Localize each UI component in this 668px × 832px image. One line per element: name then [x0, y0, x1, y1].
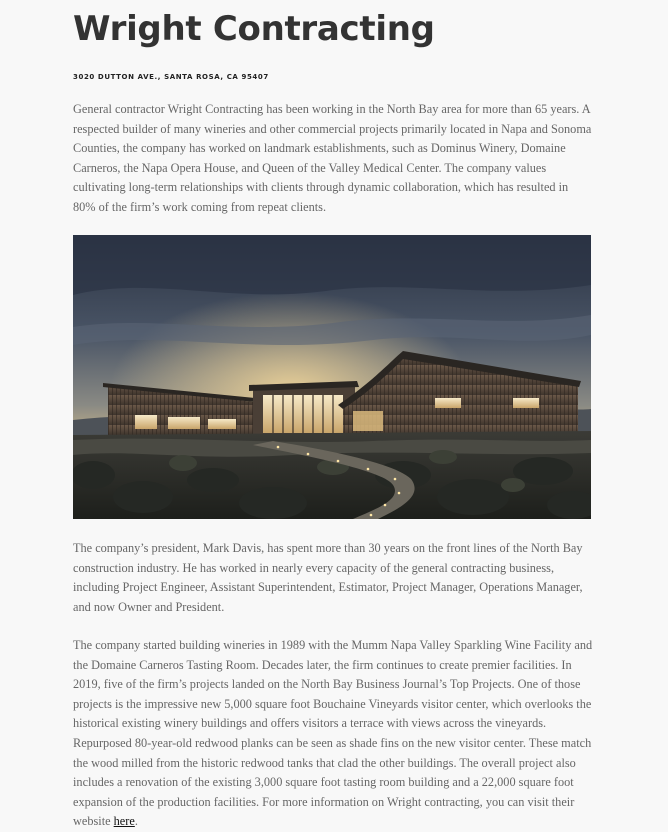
president-paragraph: The company’s president, Mark Davis, has spent more than 30 years on the front lines of the North Bay construction industry. He has worked in nearly every capacity of the general contracting business, including Project Engineer, Assistant Superintendent, Estimator, Project Manager, Operations Manager, and now Owner and President. [73, 541, 583, 614]
website-link[interactable]: here [113, 814, 135, 829]
intro-paragraph: General contractor Wright Contracting has been working in the North Bay area for more than 65 years. A respected builder of many wineries and other commercial projects primarily located in Napa and Sonoma Counties, the company has worked on landmark establishments, such as Dominus Winery, Domaine Carneros, the Napa Opera House, and Queen of the Valley Medical Center. The company values cultivating long-term relationships with clients through dynamic collaboration, which has resulted in 80% of the firm’s work coming from repeat clients. [73, 102, 592, 214]
wineries-text: The company started building wineries in 1989 with the Mumm Napa Valley Sparkling Wine Facility and the Domaine Carneros Tasting Room. Decades later, the firm continues to create premier facilities. In 2019, five of the firm’s projects landed on the North Bay Business Journal’s Top Projects. One of those projects is the impressive new 5,000 square foot Bouchaine Vineyards visitor center, which overlooks the historical existing winery buildings and offers visitors a terrace with views across the vineyards. Repurposed 80-year-old redwood planks can be seen as shade fins on the new visitor center. These match the wood milled from the historic redwood tanks that clad the other buildings. The overall project also includes a renovation of the existing 3,000 square foot tasting room building and a 22,000 square foot expansion of the production facilities. For more information on Wright contracting, you can visit their website [73, 638, 593, 829]
wineries-tail: . [134, 814, 138, 829]
company-address: 3020 DUTTON AVE., SANTA ROSA, CA 95407 [73, 73, 269, 81]
winery-building-photo [73, 235, 591, 519]
wineries-paragraph [73, 636, 593, 832]
page-title: Wright Contracting [73, 9, 435, 49]
